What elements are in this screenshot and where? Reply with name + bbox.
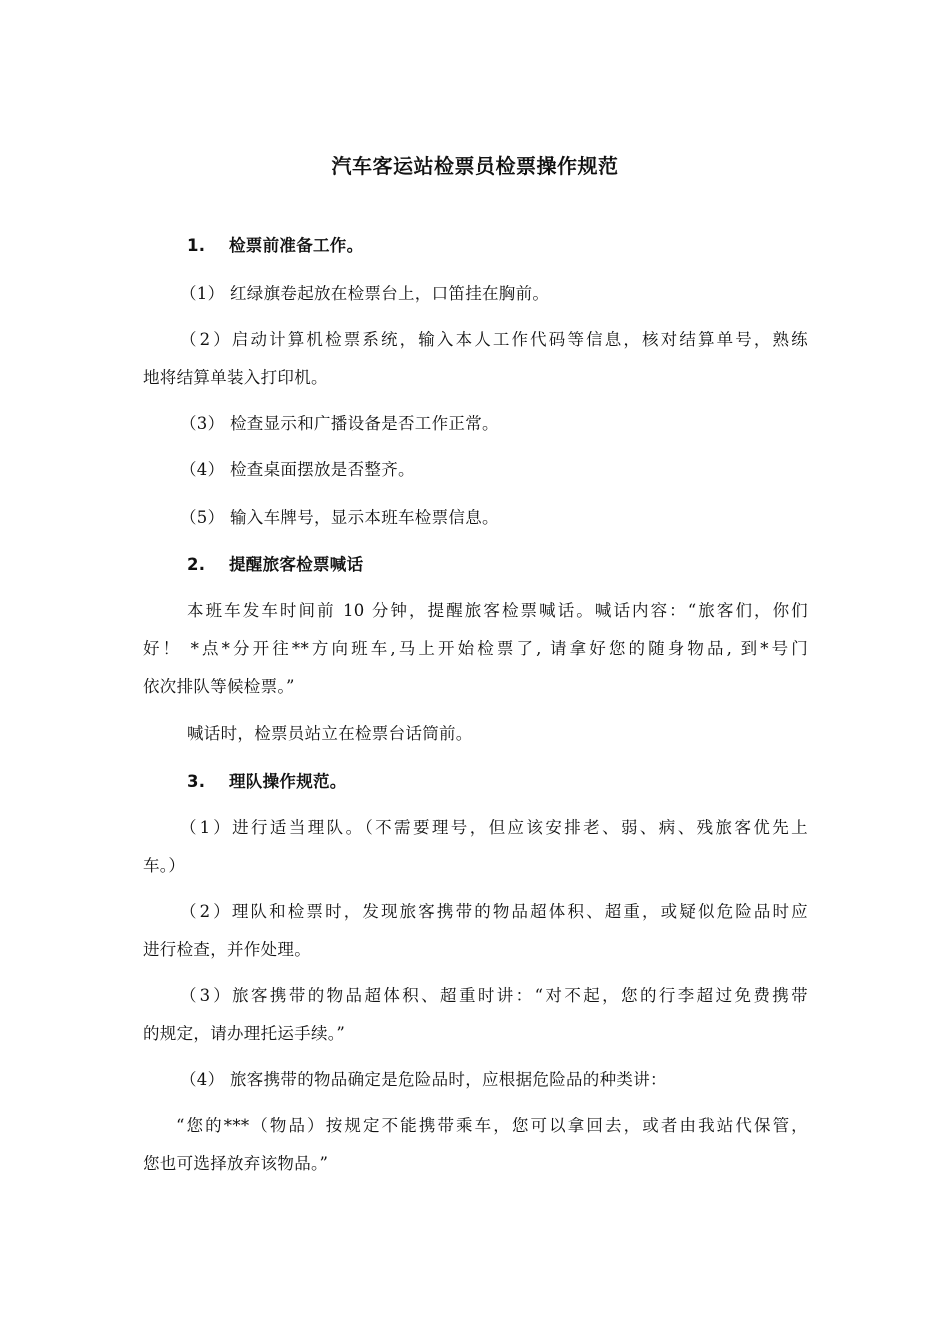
item-continuation: 的规定，请办理托运手续。” <box>143 1024 346 1043</box>
list-item <box>180 460 850 480</box>
item-text: 旅客携带的物品确定是危险品时，应根据危险品的种类讲： <box>230 1070 667 1089</box>
section-heading-text: 提醒旅客检票喊话 <box>229 555 364 574</box>
item-marker: （5） <box>180 508 225 527</box>
quote-line: “您的***（物品）按规定不能携带乘车，您可以拿回去，或者由我站代保管， <box>176 1116 808 1135</box>
item-text: 检查桌面摆放是否整齐。 <box>230 460 415 479</box>
section-heading-text: 理队操作规范。 <box>229 772 347 791</box>
section-number: 3. <box>187 772 206 791</box>
item-text: 旅客携带的物品超体积、超重时讲：“对不起，您的行李超过免费携带 <box>230 986 808 1005</box>
paragraph-line: 本班车发车时间前 10 分钟，提醒旅客检票喊话。喊话内容：“旅客们，你们 <box>187 601 808 620</box>
item-text: 理队和检票时，发现旅客携带的物品超体积、超重，或疑似危险品时应 <box>230 902 808 921</box>
section-heading-1 <box>187 236 857 256</box>
item-text: 检查显示和广播设备是否工作正常。 <box>230 414 499 433</box>
item-continuation: 地将结算单装入打印机。 <box>143 368 328 387</box>
item-text: 进行适当理队。（不需要理号，但应该安排老、弱、病、残旅客优先上 <box>230 818 808 837</box>
item-marker: （3） <box>180 414 225 433</box>
section-heading-3 <box>187 772 857 792</box>
item-text: 红绿旗卷起放在检票台上，口笛挂在胸前。 <box>230 284 550 303</box>
item-marker: （2） <box>180 902 230 921</box>
item-marker: （3） <box>180 986 230 1005</box>
item-text: 输入车牌号，显示本班车检票信息。 <box>230 508 499 527</box>
list-item <box>180 508 850 528</box>
item-marker: （4） <box>180 460 225 479</box>
item-continuation: 进行检查，并作处理。 <box>143 940 311 959</box>
list-item <box>180 1070 850 1090</box>
list-item <box>180 818 808 838</box>
document-title: 汽车客运站检票员检票操作规范 <box>331 154 619 178</box>
paragraph-line: 喊话时，检票员站立在检票台话筒前。 <box>187 724 473 743</box>
paragraph-line: 依次排队等候检票。” <box>143 677 295 696</box>
list-item <box>180 284 850 304</box>
section-heading-text: 检票前准备工作。 <box>229 236 364 255</box>
item-marker: （1） <box>180 284 225 303</box>
section-number: 2. <box>187 555 206 574</box>
list-item <box>180 902 808 922</box>
item-marker: （1） <box>180 818 230 837</box>
item-marker: （2） <box>180 330 230 349</box>
section-heading-2 <box>187 555 857 575</box>
item-text: 启动计算机检票系统，输入本人工作代码等信息，核对结算单号，熟练 <box>230 330 808 349</box>
list-item <box>180 330 808 350</box>
paragraph-line: 好！ *点*分开往**方向班车,马上开始检票了, 请拿好您的随身物品, 到*号门 <box>143 639 808 658</box>
item-marker: （4） <box>180 1070 225 1089</box>
item-continuation: 车。） <box>143 856 186 875</box>
section-number: 1. <box>187 236 206 255</box>
list-item <box>180 986 808 1006</box>
list-item <box>180 414 850 434</box>
quote-line: 您也可选择放弃该物品。” <box>143 1154 329 1173</box>
